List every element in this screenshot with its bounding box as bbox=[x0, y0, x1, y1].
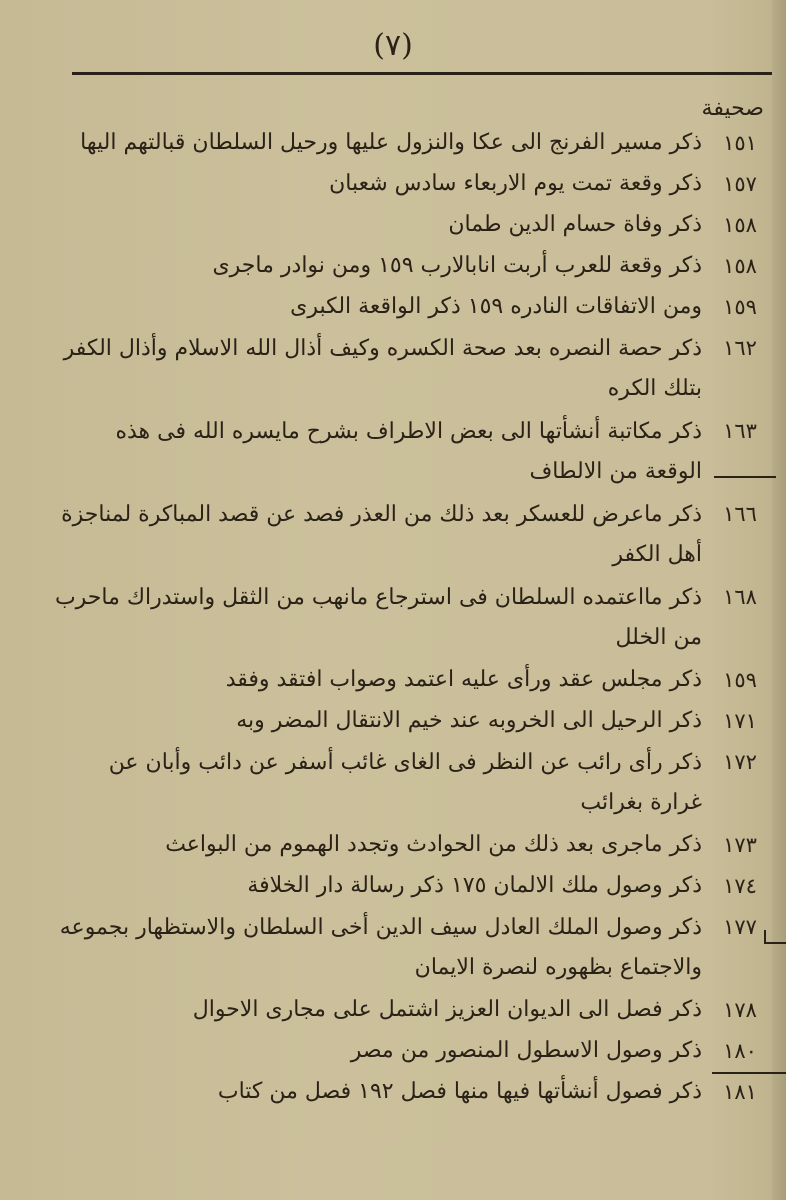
entry-title: ذكر وصول ملك الالمان ١٧٥ ذكر رسالة دار الخلافة bbox=[247, 873, 702, 898]
toc-entry bbox=[52, 124, 772, 162]
entry-title: ذكر وقعة تمت يوم الاربعاء سادس شعبان bbox=[329, 171, 702, 196]
page-edge-shadow bbox=[772, 0, 786, 1200]
entry-title: ذكر فصل الى الديوان العزيز اشتمل على مجارى الاحوال bbox=[192, 997, 702, 1022]
page-ref: ١٧١ bbox=[723, 709, 757, 733]
entry-title: ومن الاتفاقات النادره ١٥٩ ذكر الواقعة الكبرى bbox=[290, 294, 702, 319]
pen-hook-mark bbox=[764, 930, 786, 944]
page-ref: ١٧٨ bbox=[723, 998, 757, 1022]
page-ref: ١٧٧ bbox=[723, 915, 757, 939]
table-of-contents bbox=[52, 124, 772, 1114]
entry-title: ذكر مااعتمده السلطان فى استرجاع مانهب من الثقل واستدراك ماحرب من الخلل bbox=[54, 585, 702, 650]
page-ref: ١٦٦ bbox=[723, 502, 757, 526]
entry-title: ذكر وصول الاسطول المنصور من مصر bbox=[350, 1038, 702, 1063]
toc-entry bbox=[52, 702, 772, 740]
toc-entry bbox=[52, 578, 772, 658]
page-ref: ١٥٨ bbox=[723, 213, 757, 237]
column-header: صحيفة bbox=[701, 96, 764, 121]
page-number: (٧) bbox=[373, 28, 413, 63]
entry-title: ذكر حصة النصره بعد صحة الكسره وكيف أذال الله الاسلام وأذال الكفر بتلك الكره bbox=[63, 336, 702, 401]
entry-title: ذكر مكاتبة أنشأتها الى بعض الاطراف بشرح مايسره الله فى هذه الوقعة من الالطاف bbox=[115, 419, 702, 484]
toc-entry bbox=[52, 247, 772, 285]
page-ref: ١٥٩ bbox=[723, 668, 757, 692]
toc-entry bbox=[52, 867, 772, 905]
toc-entry bbox=[52, 206, 772, 244]
page-ref: ١٥٧ bbox=[723, 172, 757, 196]
entry-title: ذكر رأى رائب عن النظر فى الغاى غائب أسفر عن دائب وأبان عن غرارة بغرائب bbox=[108, 750, 702, 815]
page-ref: ١٨١ bbox=[723, 1080, 757, 1104]
toc-entry bbox=[52, 908, 772, 988]
page-ref: ١٧٤ bbox=[723, 874, 757, 898]
toc-entry bbox=[52, 661, 772, 699]
entry-title: ذكر ماجرى بعد ذلك من الحوادث وتجدد الهموم من البواعث bbox=[165, 832, 702, 857]
toc-entry bbox=[52, 991, 772, 1029]
entry-title: ذكر مسير الفرنج الى عكا والنزول عليها ورحيل السلطان قبالتهم اليها bbox=[80, 130, 702, 155]
header-rule bbox=[72, 72, 772, 75]
page-ref: ١٦٣ bbox=[723, 419, 757, 443]
entry-title: ذكر وفاة حسام الدين طمان bbox=[448, 212, 702, 237]
page-ref: ١٦٢ bbox=[723, 336, 757, 360]
entry-title: ذكر وصول الملك العادل سيف الدين أخى السلطان والاستظهار بجموعه والاجتماع بظهوره لنصرة الايمان bbox=[59, 915, 702, 980]
pen-underline-mark bbox=[714, 476, 776, 478]
toc-entry bbox=[52, 329, 772, 409]
toc-entry bbox=[52, 412, 772, 492]
toc-entry bbox=[52, 495, 772, 575]
toc-entry bbox=[52, 1032, 772, 1070]
toc-entry bbox=[52, 743, 772, 823]
page-ref: ١٥٨ bbox=[723, 254, 757, 278]
pen-underline-mark bbox=[712, 1072, 786, 1074]
page-ref: ١٦٨ bbox=[723, 585, 757, 609]
toc-entry bbox=[52, 1073, 772, 1111]
page-ref: ١٧٣ bbox=[723, 833, 757, 857]
toc-entry bbox=[52, 826, 772, 864]
entry-title: ذكر ماعرض للعسكر بعد ذلك من العذر فصد عن قصد المباكرة لمناجزة أهل الكفر bbox=[61, 502, 702, 567]
page-ref: ١٥٩ bbox=[723, 295, 757, 319]
toc-entry bbox=[52, 288, 772, 326]
page-ref: ١٨٠ bbox=[723, 1039, 757, 1063]
page-ref: ١٥١ bbox=[723, 131, 757, 155]
entry-title: ذكر فصول أنشأتها فيها منها فصل ١٩٢ فصل من كتاب bbox=[217, 1079, 702, 1104]
page-ref: ١٧٢ bbox=[723, 750, 757, 774]
entry-title: ذكر مجلس عقد ورأى عليه اعتمد وصواب افتقد وفقد bbox=[225, 667, 702, 692]
entry-title: ذكر وقعة للعرب أربت انابالارب ١٥٩ ومن نوادر ماجرى bbox=[212, 253, 702, 278]
toc-entry bbox=[52, 165, 772, 203]
entry-title: ذكر الرحيل الى الخروبه عند خيم الانتقال المضر وبه bbox=[236, 708, 702, 733]
